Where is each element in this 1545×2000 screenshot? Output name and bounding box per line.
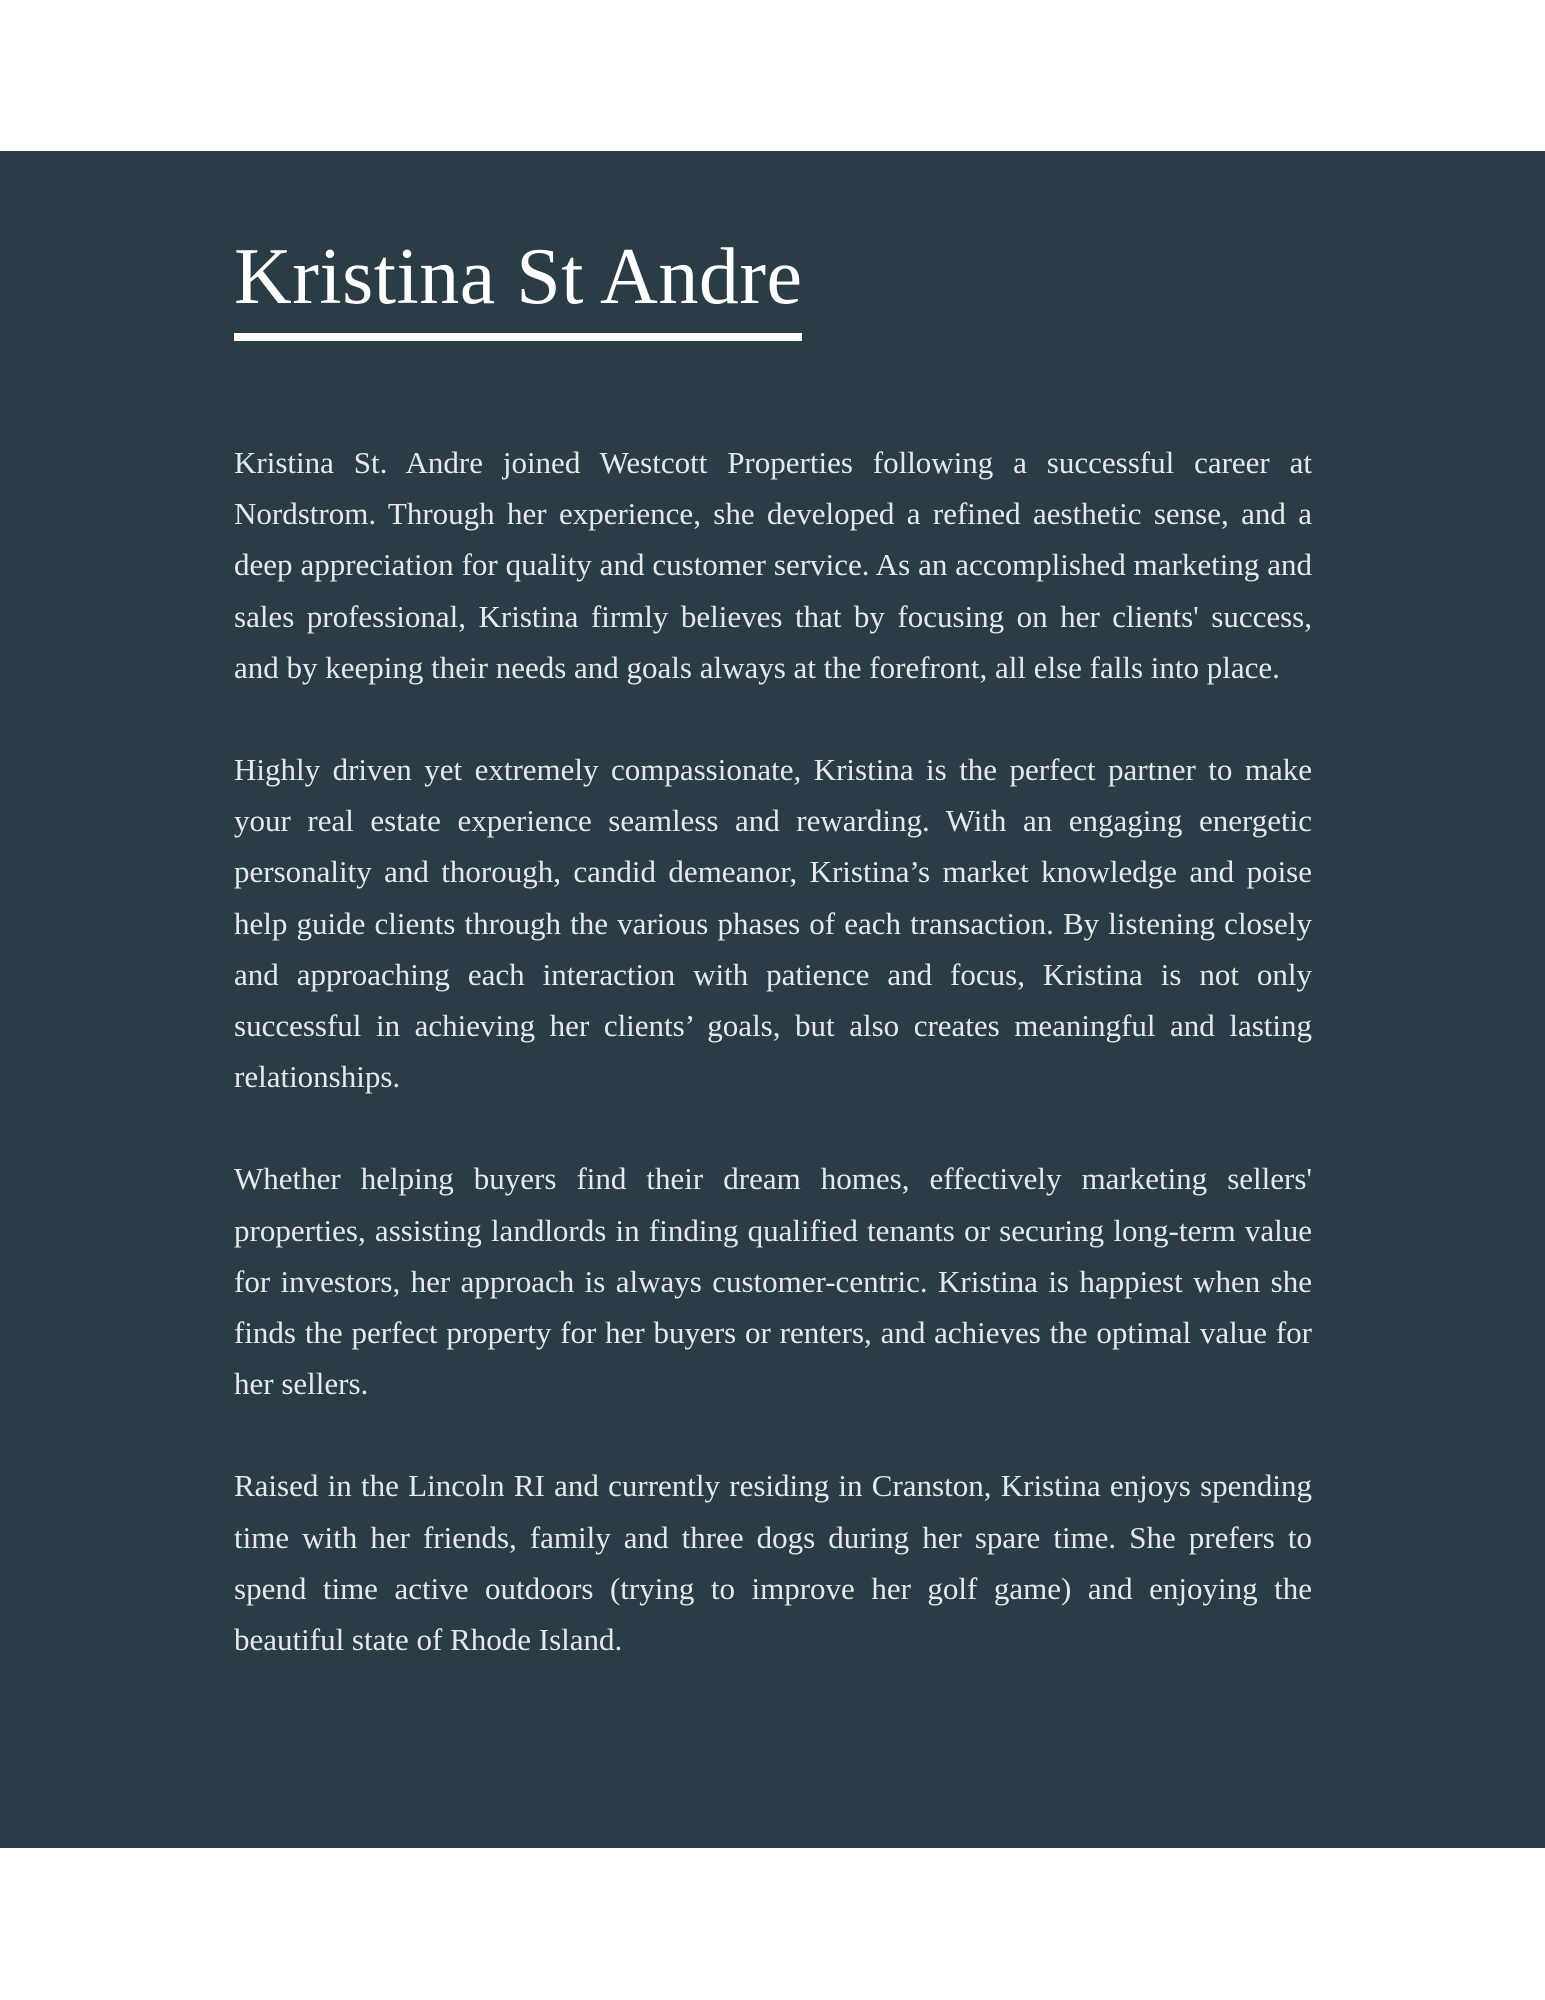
- bio-panel: [0, 151, 1545, 1848]
- name-underline: [234, 333, 802, 341]
- bio-paragraph-1: Kristina St. Andre joined Westcott Properties following a successful career at Nordstrom. Through her experience, she developed a refined aesthetic sense, and a deep appreciation for quality and customer service. As an accomplished marketing and sales professional, Kristina firmly believes that by focusing on her clients' success, and by keeping their needs and goals always at the forefront, all else falls into place.: [234, 445, 1312, 685]
- bio-text: [234, 437, 1312, 1665]
- bio-paragraph-2: Highly driven yet extremely compassionate, Kristina is the perfect partner to make your real estate experience seamless and rewarding. With an engaging energetic personality and thorough, candid demeanor, Kristina’s market knowledge and poise help guide clients through the various phases of each transaction. By listening closely and approaching each interaction with patience and focus, Kristina is not only successful in achieving her clients’ goals, but also creates meaningful and lasting relationships.: [234, 752, 1312, 1095]
- name-heading-block: [234, 233, 803, 341]
- bio-paragraph-3: Whether helping buyers find their dream homes, effectively marketing sellers' properties, assisting landlords in finding qualified tenants or securing long-term value for investors, her approach is always customer-centric. Kristina is happiest when she finds the perfect property for her buyers or renters, and achieves the optimal value for her sellers.: [234, 1161, 1312, 1402]
- bio-content: [234, 233, 1312, 1665]
- agent-name: Kristina St Andre: [234, 233, 803, 321]
- bio-paragraph-4: Raised in the Lincoln RI and currently residing in Cranston, Kristina enjoys spending time with her friends, family and three dogs during her spare time. She prefers to spend time active outdoors (trying to improve her golf game) and enjoying the beautiful state of Rhode Island.: [234, 1468, 1312, 1658]
